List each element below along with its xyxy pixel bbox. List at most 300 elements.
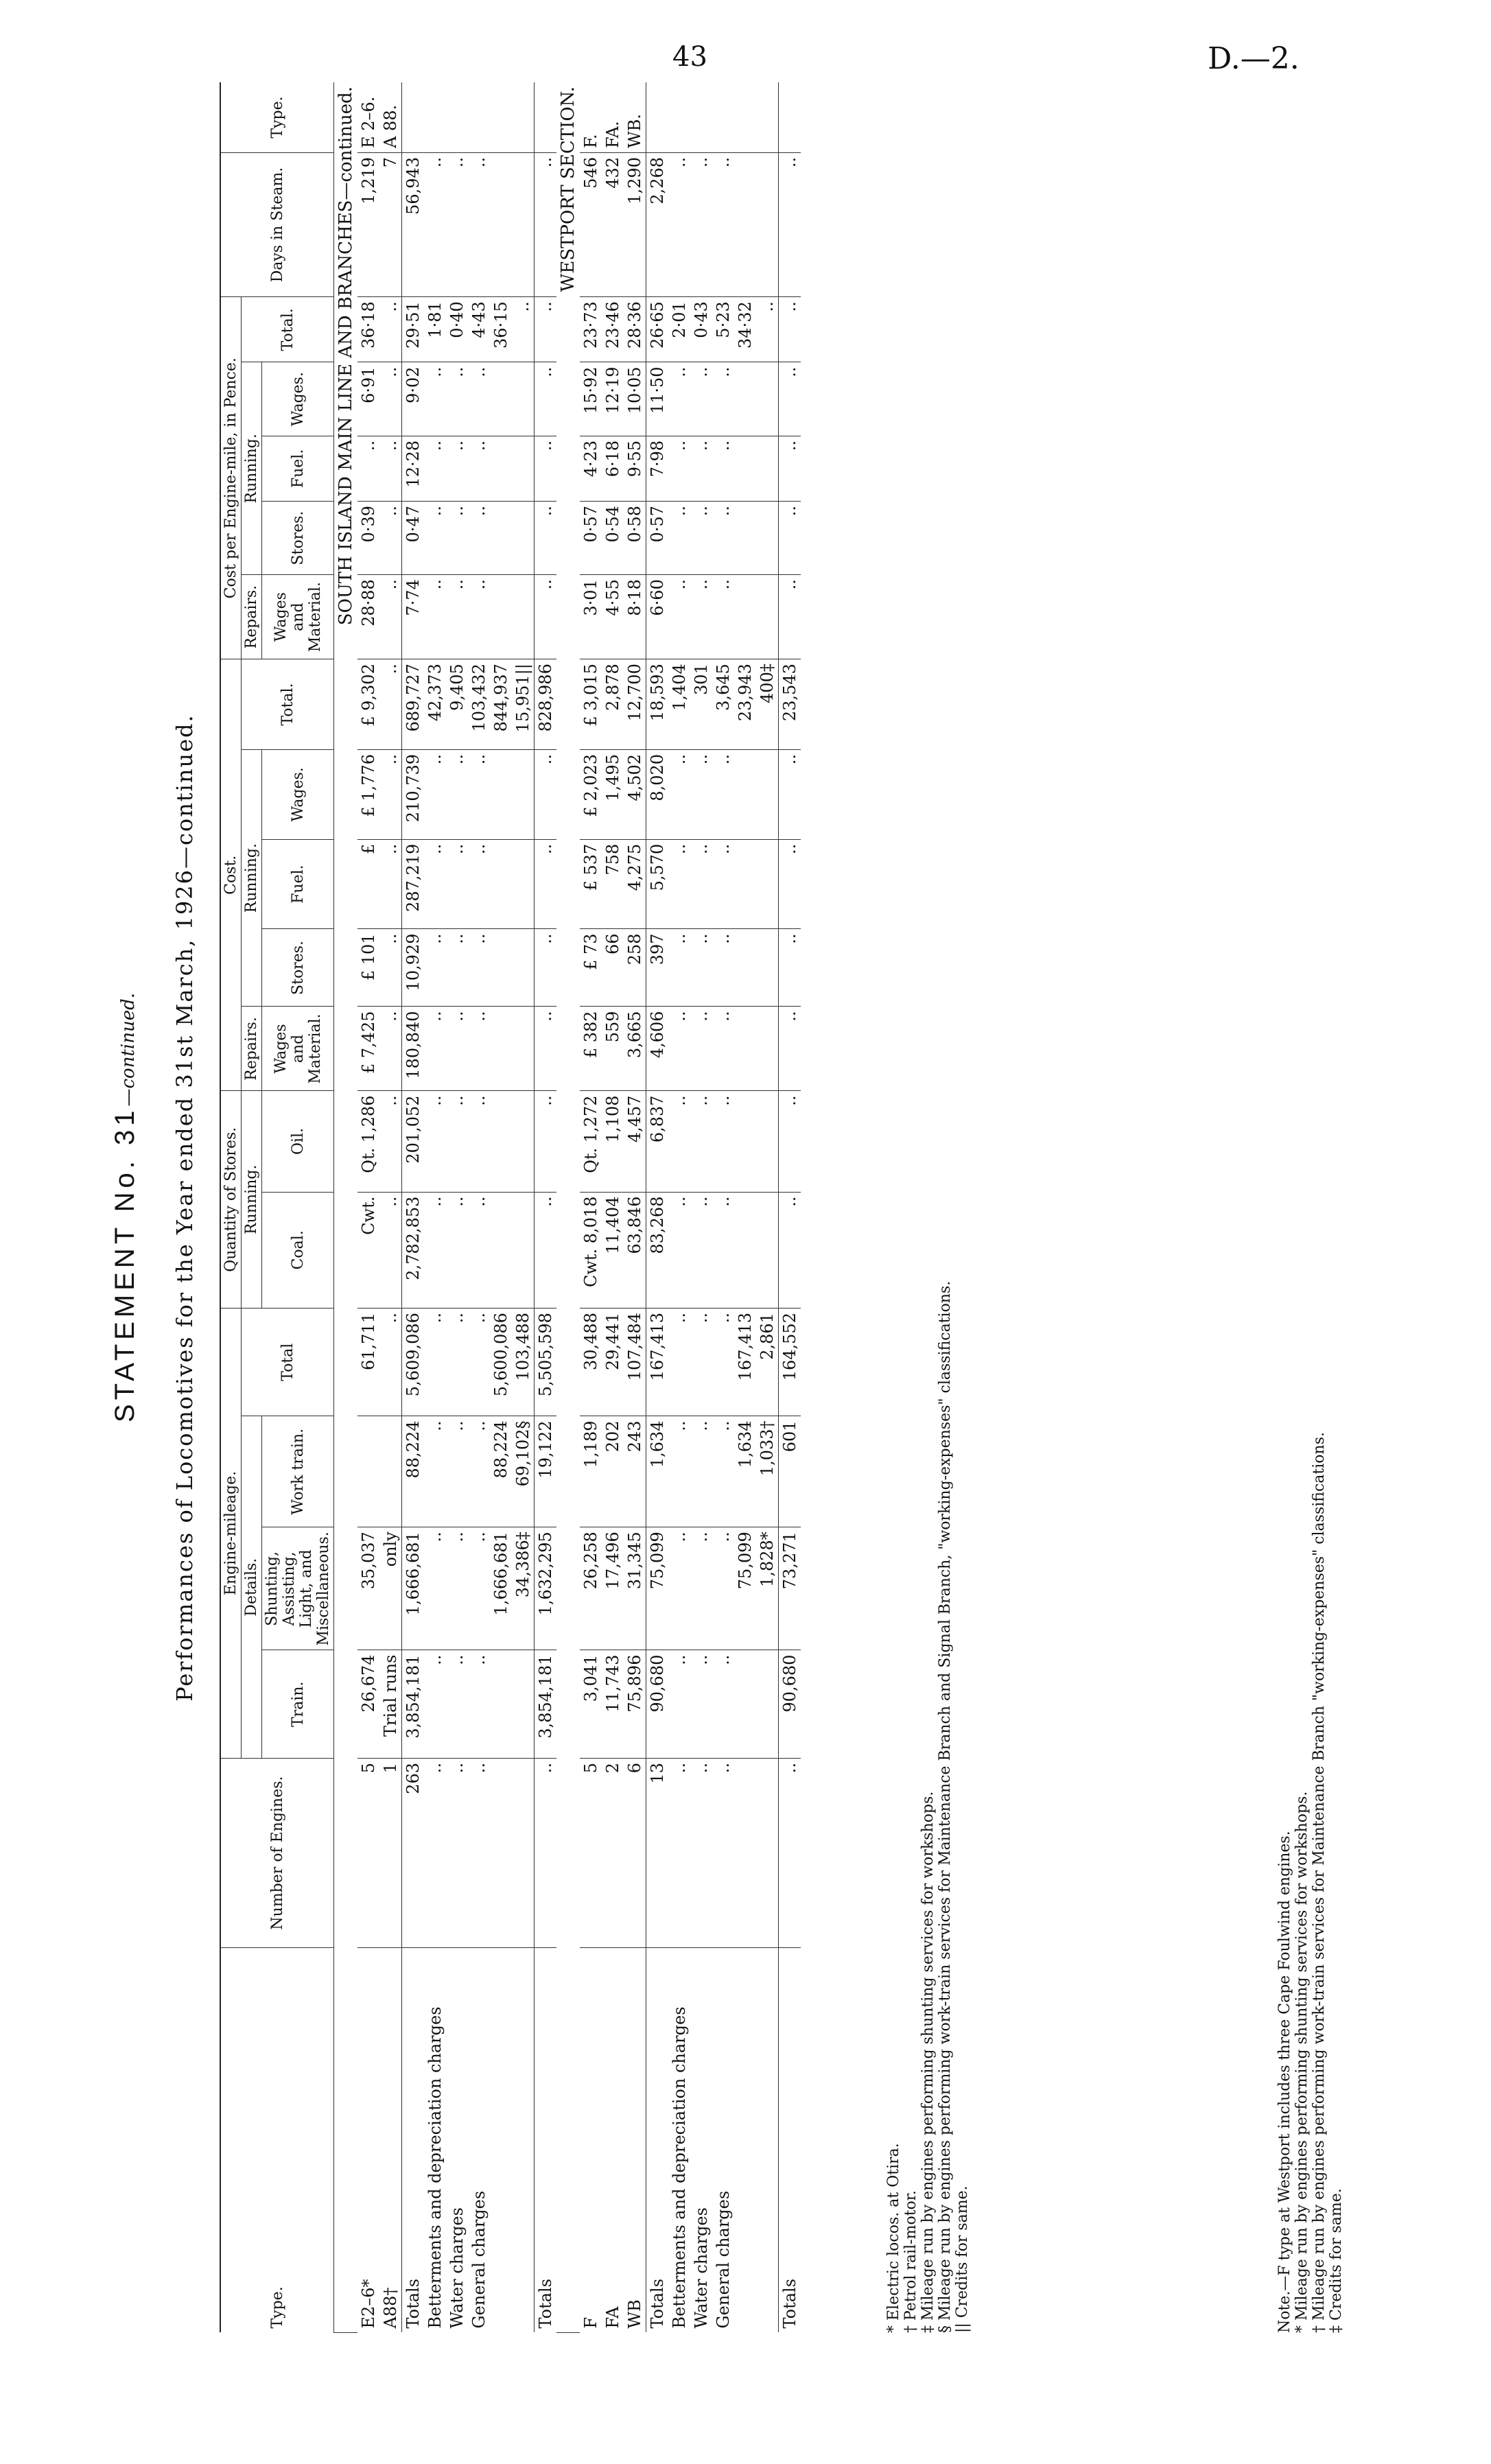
cell-train: ..: [668, 1650, 690, 1758]
cell-work: 88,224: [490, 1416, 512, 1527]
cell-p_rep: ..: [668, 575, 690, 659]
cell-type2: [535, 82, 557, 152]
cell-p_wag: ..: [668, 362, 690, 436]
cell-ctotal: 689,727: [402, 659, 425, 750]
document-code: D.—2.: [1208, 41, 1300, 76]
westport-footnote: * Mileage run by engines performing shunting services for workshops.: [1293, 1791, 1311, 2333]
cell-p_st: 0·47: [402, 502, 425, 575]
cell-ctotal: £ 9,302: [357, 659, 379, 750]
cell-type: Water charges: [692, 2207, 711, 2329]
cell-type2: [468, 82, 490, 152]
cell-days: 2,268: [646, 152, 669, 296]
cell-p_fuel: ..: [690, 436, 712, 501]
cell-p_rep: [756, 575, 779, 659]
cell-p_tot: ..: [512, 297, 535, 362]
cell-rep: ..: [668, 1007, 690, 1091]
col-p-wages: Wages.: [262, 362, 334, 436]
col-type-right: Type.: [220, 82, 334, 152]
cell-oil: ..: [779, 1091, 801, 1192]
cell-ctotal: 103,432: [468, 659, 490, 750]
col-pence-repairs: Repairs.: [242, 575, 262, 659]
cell-wages: ..: [468, 749, 490, 839]
cell-rep: ..: [535, 1007, 557, 1091]
cell-ctotal: 42,373: [424, 659, 446, 750]
cell-total: ..: [668, 1309, 690, 1416]
cell-ctotal: 844,937: [490, 659, 512, 750]
cell-days: 56,943: [402, 152, 425, 296]
cell-p_rep: 6·60: [646, 575, 669, 659]
cell-wages: ..: [668, 749, 690, 839]
cell-train: 11,743: [602, 1650, 624, 1758]
cell-days: ..: [779, 152, 801, 296]
cell-train: 90,680: [779, 1650, 801, 1758]
cell-p_wag: ..: [468, 362, 490, 436]
cell-p_tot: 34·32: [734, 297, 756, 362]
cell-work: ..: [712, 1416, 734, 1527]
cell-days: [512, 152, 535, 296]
cell-rep: 559: [602, 1007, 624, 1091]
cell-fuel: £ 537: [580, 839, 602, 929]
cell-ctotal: £ 3,015: [580, 659, 602, 750]
cell-shunt: ..: [668, 1527, 690, 1650]
cell-coal: ..: [690, 1192, 712, 1309]
cell-shunt: ..: [712, 1527, 734, 1650]
cell-p_st: ..: [779, 502, 801, 575]
cell-coal: 11,404: [602, 1192, 624, 1309]
cell-p_fuel: ..: [779, 436, 801, 501]
cell-work: ..: [690, 1416, 712, 1527]
col-pence-running: Running.: [242, 362, 262, 575]
cell-p_st: ..: [535, 502, 557, 575]
cell-p_tot: 4·43: [468, 297, 490, 362]
table-row: [756, 82, 779, 2333]
cell-work: [357, 1416, 379, 1527]
cell-p_fuel: ..: [379, 436, 402, 501]
cell-stores: £ 73: [580, 929, 602, 1007]
cell-type2: [756, 82, 779, 152]
cell-train: 90,680: [646, 1650, 669, 1758]
cell-num: ..: [446, 1758, 468, 1947]
cell-coal: [512, 1192, 535, 1309]
cell-type: WB: [625, 2299, 644, 2329]
cell-wages: [490, 749, 512, 839]
cell-oil: 4,457: [624, 1091, 646, 1192]
cell-p_rep: ..: [446, 575, 468, 659]
cell-work: 1,634: [734, 1416, 756, 1527]
cell-work: 88,224: [402, 1416, 425, 1527]
cell-fuel: ..: [379, 839, 402, 929]
cell-coal: ..: [779, 1192, 801, 1309]
cell-stores: [756, 929, 779, 1007]
cell-stores: ..: [712, 929, 734, 1007]
table-row: [779, 82, 801, 2333]
cell-p_wag: ..: [535, 362, 557, 436]
cell-coal: [490, 1192, 512, 1309]
cell-days: ..: [690, 152, 712, 296]
cell-p_st: [490, 502, 512, 575]
col-wages: Wages.: [262, 749, 334, 839]
cell-type2: FA.: [602, 82, 624, 152]
cell-p_st: ..: [712, 502, 734, 575]
cell-days: 432: [602, 152, 624, 296]
cell-wages: [734, 749, 756, 839]
south-footnote: || Credits for same.: [954, 2185, 971, 2333]
cell-type: Water charges: [447, 2207, 467, 2329]
table-row: [446, 82, 468, 2333]
cell-p_tot: 1·81: [424, 297, 446, 362]
cell-work: ..: [424, 1416, 446, 1527]
cell-p_fuel: [734, 436, 756, 501]
cell-oil: [756, 1091, 779, 1192]
table-row: [646, 82, 669, 2333]
cell-p_wag: ..: [779, 362, 801, 436]
cell-ctotal: 23,943: [734, 659, 756, 750]
cell-wages: 210,739: [402, 749, 425, 839]
westport-footnotes: [1276, 1432, 1345, 2333]
col-stores: Stores.: [262, 929, 334, 1007]
cell-p_wag: ..: [446, 362, 468, 436]
cell-train: 75,896: [624, 1650, 646, 1758]
cell-stores: 10,929: [402, 929, 425, 1007]
cell-type: [756, 1948, 779, 2333]
cell-num: 263: [402, 1758, 425, 1947]
cell-type: Totals: [535, 1948, 557, 2333]
cell-num: 2: [602, 1758, 624, 1947]
cell-shunt: 1,666,681: [402, 1527, 425, 1650]
cell-p_tot: ..: [535, 297, 557, 362]
cell-num: [512, 1758, 535, 1947]
cell-total: ..: [379, 1309, 402, 1416]
cell-fuel: 758: [602, 839, 624, 929]
cell-coal: ..: [535, 1192, 557, 1309]
cell-work: 1,189: [580, 1416, 602, 1527]
cell-ctotal: ..: [379, 659, 402, 750]
cell-oil: Qt. 1,286: [357, 1091, 379, 1192]
cell-total: 107,484: [624, 1309, 646, 1416]
cell-oil: ..: [468, 1091, 490, 1192]
cell-rep: ..: [468, 1007, 490, 1091]
cell-p_tot: 29·51: [402, 297, 425, 362]
cell-p_tot: 26·65: [646, 297, 669, 362]
cell-fuel: 5,570: [646, 839, 669, 929]
cell-coal: Cwt. 8,018: [580, 1192, 602, 1309]
table-row: [468, 82, 490, 2333]
statement-title: [110, 82, 141, 2333]
table-row: [602, 82, 624, 2333]
cell-total: 5,609,086: [402, 1309, 425, 1416]
cell-total: 5,600,086: [490, 1309, 512, 1416]
cell-num: ..: [424, 1758, 446, 1947]
cell-wages: ..: [690, 749, 712, 839]
south-footnote: † Petrol rail-motor.: [902, 2190, 919, 2333]
cell-train: 3,041: [580, 1650, 602, 1758]
cell-type2: [646, 82, 669, 152]
col-cost-running: Running.: [242, 749, 262, 1006]
cell-rep: ..: [379, 1007, 402, 1091]
cell-fuel: ..: [779, 839, 801, 929]
cell-p_st: ..: [690, 502, 712, 575]
cell-stores: ..: [424, 929, 446, 1007]
cell-train: 3,854,181: [535, 1650, 557, 1758]
cell-p_fuel: ..: [468, 436, 490, 501]
cell-p_tot: ..: [756, 297, 779, 362]
cell-type2: [779, 82, 801, 152]
cell-stores: ..: [779, 929, 801, 1007]
cell-oil: ..: [712, 1091, 734, 1192]
col-cost-repairs: Repairs.: [242, 1007, 262, 1091]
cell-days: ..: [535, 152, 557, 296]
cell-type2: A 88.: [379, 82, 402, 152]
cell-p_tot: ..: [379, 297, 402, 362]
cell-type: Betterments and depreciation charges: [670, 2006, 689, 2329]
cell-oil: ..: [690, 1091, 712, 1192]
cell-oil: ..: [535, 1091, 557, 1192]
cell-type: [490, 1948, 512, 2333]
cell-p_fuel: [756, 436, 779, 501]
cell-wages: 1,495: [602, 749, 624, 839]
cell-type: Totals: [779, 1948, 801, 2333]
table-row: [580, 82, 602, 2333]
cell-rep: [734, 1007, 756, 1091]
cell-p_wag: [756, 362, 779, 436]
cell-p_tot: 23·46: [602, 297, 624, 362]
cell-p_st: [756, 502, 779, 575]
cell-type2: [712, 82, 734, 152]
cell-type: A88†: [381, 2287, 400, 2329]
cell-oil: ..: [379, 1091, 402, 1192]
cell-train: ..: [424, 1650, 446, 1758]
page-number: 43: [672, 41, 707, 73]
cell-p_fuel: 12·28: [402, 436, 425, 501]
cell-train: [512, 1650, 535, 1758]
cell-rep: ..: [690, 1007, 712, 1091]
cell-ctotal: 18,593: [646, 659, 669, 750]
col-qty-stores: Quantity of Stores.: [220, 1091, 242, 1309]
westport-footnote: Note.—F type at Westport includes three Cape Foulwind engines.: [1276, 1831, 1293, 2333]
cell-num: 6: [624, 1758, 646, 1947]
cell-fuel: ..: [468, 839, 490, 929]
cell-days: 546: [580, 152, 602, 296]
cell-total: ..: [446, 1309, 468, 1416]
south-footnote: § Mileage run by engines performing work-train services for Maintenance Branch and Signal Branch, "working-expenses" classifications.: [937, 1280, 954, 2333]
cell-p_wag: [734, 362, 756, 436]
performance-table: [220, 82, 801, 2333]
cell-stores: ..: [690, 929, 712, 1007]
col-cost: Cost.: [220, 659, 242, 1091]
cell-coal: Cwt.: [357, 1192, 379, 1309]
cell-ctotal: 1,404: [668, 659, 690, 750]
cell-p_st: 0·54: [602, 502, 624, 575]
cell-days: 1,290: [624, 152, 646, 296]
col-mileage-total: Total: [242, 1309, 334, 1416]
cell-wages: 8,020: [646, 749, 669, 839]
cell-type2: F.: [580, 82, 602, 152]
cell-p_tot: 28·36: [624, 297, 646, 362]
cell-work: 19,122: [535, 1416, 557, 1527]
cell-ctotal: 301: [690, 659, 712, 750]
col-pence-total: Total.: [242, 297, 334, 362]
cell-p_tot: 36·15: [490, 297, 512, 362]
cell-p_rep: 8·18: [624, 575, 646, 659]
cell-p_fuel: ..: [424, 436, 446, 501]
cell-shunt: 1,632,295: [535, 1527, 557, 1650]
cell-type2: [402, 82, 425, 152]
cell-total: 5,505,598: [535, 1309, 557, 1416]
cell-num: ..: [668, 1758, 690, 1947]
cell-p_rep: ..: [779, 575, 801, 659]
cell-total: 167,413: [734, 1309, 756, 1416]
cell-days: ..: [468, 152, 490, 296]
cell-p_st: ..: [668, 502, 690, 575]
cell-train: 3,854,181: [402, 1650, 425, 1758]
cell-num: 13: [646, 1758, 669, 1947]
cell-oil: [734, 1091, 756, 1192]
cell-rep: £ 7,425: [357, 1007, 379, 1091]
col-oil: Oil.: [262, 1091, 334, 1192]
cell-work: ..: [668, 1416, 690, 1527]
cell-p_rep: ..: [712, 575, 734, 659]
col-cost-per-mile: Cost per Engine-mile, in Pence.: [220, 297, 242, 659]
cell-oil: Qt. 1,272: [580, 1091, 602, 1192]
cell-shunt: 35,037: [357, 1527, 379, 1650]
cell-ctotal: 2,878: [602, 659, 624, 750]
cell-oil: [512, 1091, 535, 1192]
cell-p_fuel: ..: [357, 436, 379, 501]
cell-p_wag: 10·05: [624, 362, 646, 436]
cell-p_tot: 2·01: [668, 297, 690, 362]
cell-fuel: [490, 839, 512, 929]
cell-p_rep: 4·55: [602, 575, 624, 659]
col-shunting: Shunting, Assisting, Light, and Miscellaneous.: [262, 1527, 334, 1650]
cell-p_tot: ..: [779, 297, 801, 362]
cell-wages: [756, 749, 779, 839]
cell-total: 167,413: [646, 1309, 669, 1416]
cell-p_st: [512, 502, 535, 575]
cell-p_wag: 6·91: [357, 362, 379, 436]
cell-train: ..: [712, 1650, 734, 1758]
col-details: Details.: [242, 1416, 262, 1758]
cell-train: Trial runs: [379, 1650, 402, 1758]
cell-wages: £ 1,776: [357, 749, 379, 839]
cell-train: [756, 1650, 779, 1758]
cell-total: ..: [690, 1309, 712, 1416]
cell-type: Betterments and depreciation charges: [425, 2006, 445, 2329]
cell-p_rep: [734, 575, 756, 659]
cell-p_wag: [512, 362, 535, 436]
cell-fuel: [734, 839, 756, 929]
cell-fuel: [512, 839, 535, 929]
cell-num: ..: [535, 1758, 557, 1947]
cell-wages: 4,502: [624, 749, 646, 839]
south-footnote: ‡ Mileage run by engines performing shunting services for workshops.: [919, 1791, 937, 2333]
cell-wages: ..: [779, 749, 801, 839]
cell-fuel: ..: [712, 839, 734, 929]
cell-coal: ..: [446, 1192, 468, 1309]
cell-p_rep: ..: [535, 575, 557, 659]
cell-p_st: 0·58: [624, 502, 646, 575]
col-train: Train.: [262, 1650, 334, 1758]
cell-p_tot: 36·18: [357, 297, 379, 362]
cell-total: 61,711: [357, 1309, 379, 1416]
cell-days: ..: [446, 152, 468, 296]
cell-wages: ..: [446, 749, 468, 839]
cell-oil: ..: [424, 1091, 446, 1192]
cell-work: 601: [779, 1416, 801, 1527]
cell-p_fuel: ..: [712, 436, 734, 501]
cell-work: ..: [446, 1416, 468, 1527]
cell-rep: 4,606: [646, 1007, 669, 1091]
cell-stores: 66: [602, 929, 624, 1007]
cell-p_tot: 5·23: [712, 297, 734, 362]
table-row: [357, 82, 379, 2333]
table-row: [379, 82, 402, 2333]
cell-p_fuel: 7·98: [646, 436, 669, 501]
cell-fuel: ..: [535, 839, 557, 929]
cell-days: [756, 152, 779, 296]
table-row: [668, 82, 690, 2333]
cell-p_wag: ..: [379, 362, 402, 436]
westport-section: [556, 82, 801, 2333]
cell-shunt: only: [379, 1527, 402, 1650]
cell-num: 5: [580, 1758, 602, 1947]
cell-shunt: 75,099: [646, 1527, 669, 1650]
cell-ctotal: 3,645: [712, 659, 734, 750]
cell-shunt: 1,666,681: [490, 1527, 512, 1650]
cell-p_rep: 28·88: [357, 575, 379, 659]
cell-p_tot: 23·73: [580, 297, 602, 362]
cell-work: 202: [602, 1416, 624, 1527]
cell-days: [734, 152, 756, 296]
cell-days: 7: [379, 152, 402, 296]
cell-days: ..: [424, 152, 446, 296]
cell-coal: 2,782,853: [402, 1192, 425, 1309]
cell-type: Totals: [646, 1948, 669, 2333]
cell-p_rep: ..: [468, 575, 490, 659]
cell-wages: [512, 749, 535, 839]
cell-p_rep: [490, 575, 512, 659]
col-cost-total: Total.: [242, 659, 334, 750]
cell-days: [490, 152, 512, 296]
col-fuel: Fuel.: [262, 839, 334, 929]
cell-total: ..: [468, 1309, 490, 1416]
cell-total: 2,861: [756, 1309, 779, 1416]
cell-stores: ..: [535, 929, 557, 1007]
cell-shunt: ..: [690, 1527, 712, 1650]
cell-p_st: ..: [468, 502, 490, 575]
cell-fuel: ..: [668, 839, 690, 929]
statement-title-text: STATEMENT No. 31: [110, 1106, 140, 1423]
cell-rep: [756, 1007, 779, 1091]
cell-train: 26,674: [357, 1650, 379, 1758]
table-row: [734, 82, 756, 2333]
cell-stores: ..: [379, 929, 402, 1007]
cell-oil: 1,108: [602, 1091, 624, 1192]
col-work-train: Work train.: [262, 1416, 334, 1527]
cell-p_wag: ..: [690, 362, 712, 436]
cell-type2: [446, 82, 468, 152]
cell-fuel: ..: [424, 839, 446, 929]
cell-coal: ..: [468, 1192, 490, 1309]
cell-stores: ..: [468, 929, 490, 1007]
cell-p_rep: ..: [379, 575, 402, 659]
cell-p_wag: 15·92: [580, 362, 602, 436]
cell-p_wag: ..: [424, 362, 446, 436]
cell-num: ..: [690, 1758, 712, 1947]
cell-rep: ..: [424, 1007, 446, 1091]
cell-oil: 201,052: [402, 1091, 425, 1192]
cell-coal: ..: [668, 1192, 690, 1309]
cell-type2: E 2–6.: [357, 82, 379, 152]
